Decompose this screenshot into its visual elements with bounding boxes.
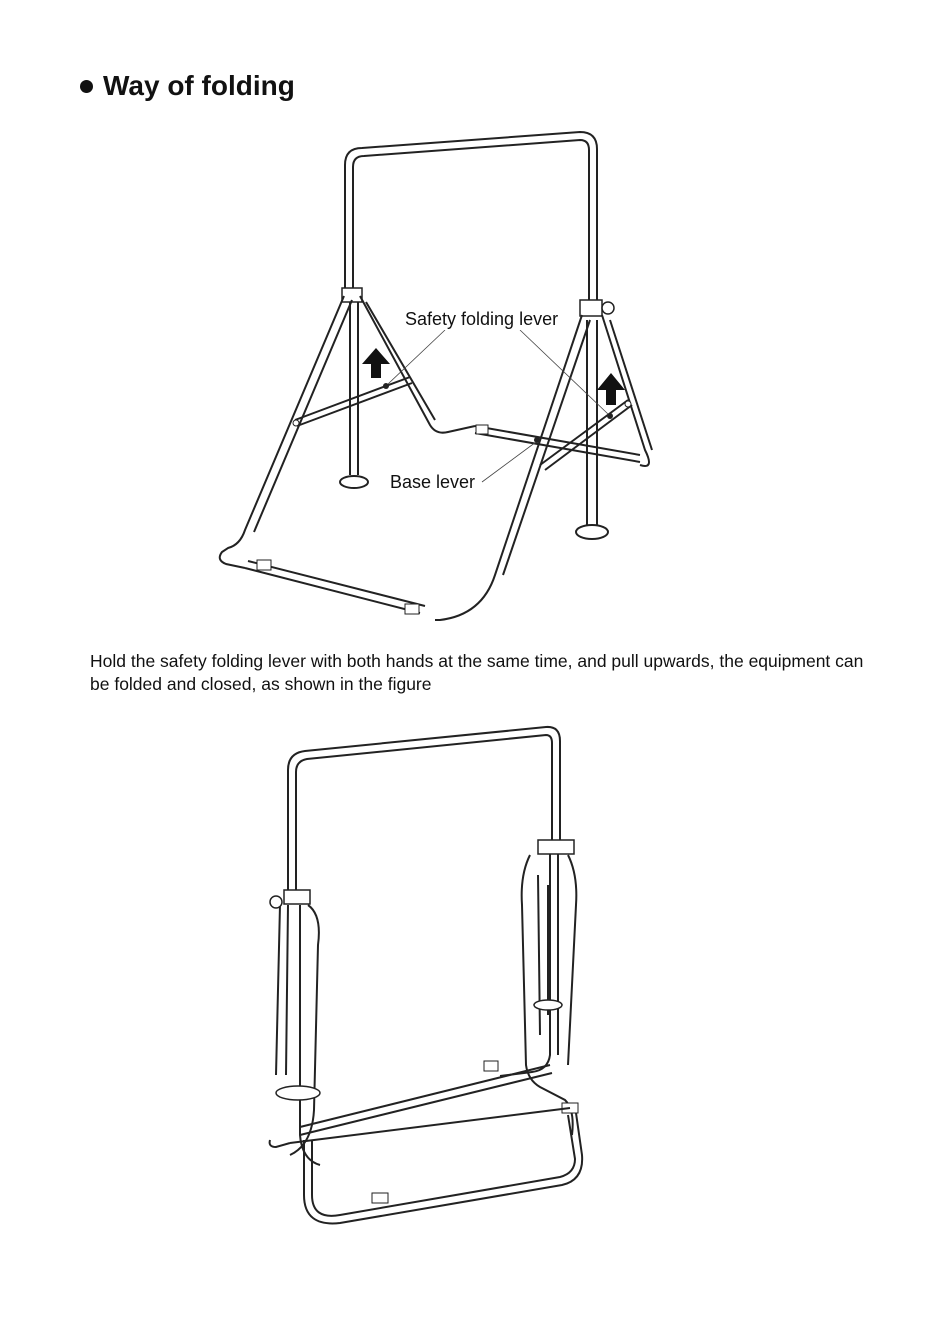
folded-stand-figure [250,715,630,1240]
base-lever [475,426,640,462]
safety-lever-label: Safety folding lever [405,309,559,329]
base-lever-label: Base lever [390,472,476,492]
top-bar [288,727,560,890]
left-upright [350,300,358,475]
left-brace [295,377,412,426]
open-stand-figure [200,120,670,645]
top-bar [345,132,597,305]
folded-stand-drawing [250,715,630,1235]
front-base-bar [245,561,425,613]
back-base-bar [300,1065,552,1135]
section-heading [80,70,295,102]
safety-lever-leader-right [520,330,608,414]
right-upright [587,320,597,525]
front-base-bar [312,1115,575,1216]
up-arrow-icon [362,348,390,378]
bullet-icon [80,80,93,93]
instruction-text: Hold the safety folding lever with both hands at the same time, and pull upwards, the equipment can be folded and closed, as shown in the figure [90,651,864,694]
left-folded-legs [276,905,320,1165]
open-stand-drawing [200,120,670,640]
up-arrow-icon [597,373,625,405]
right-leg [435,315,582,620]
safety-lever-leader-left [388,330,445,384]
section-title: Way of folding [103,70,295,101]
left-leg [220,296,344,568]
